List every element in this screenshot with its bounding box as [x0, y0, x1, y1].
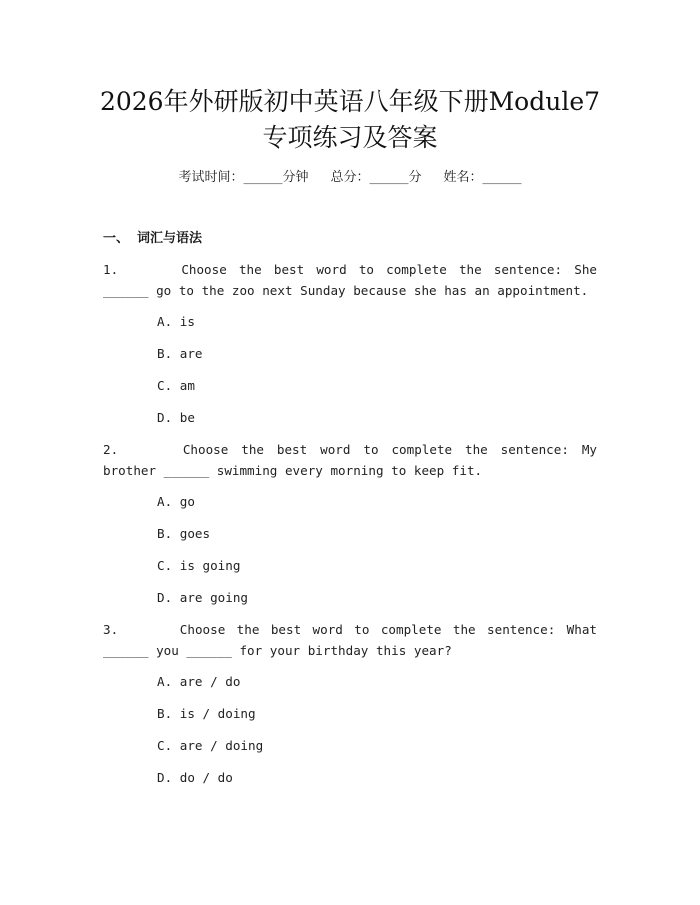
- question-3-option-a: A. are / do: [157, 674, 241, 689]
- exam-meta: [0, 168, 700, 188]
- question-2-option-b: B. goes: [157, 526, 211, 541]
- name-field: 姓名：______: [443, 170, 522, 185]
- question-3-option-b: B. is / doing: [157, 706, 256, 721]
- document-title-line1: 2026年外研版初中英语八年级下册Module7: [99, 87, 601, 116]
- section-heading: [103, 229, 202, 249]
- section-title: 词汇与语法: [137, 231, 203, 246]
- section-number: 一、: [103, 231, 130, 246]
- question-1-option-d: D. be: [157, 410, 195, 425]
- question-3-option-c: C. are / doing: [157, 738, 264, 753]
- question-number: 2.: [103, 442, 119, 457]
- question-1: [103, 259, 597, 301]
- question-2-option-c: C. is going: [157, 558, 241, 573]
- question-2: [103, 439, 597, 481]
- question-text: Choose the best word to complete the sentence: What ______ you ______ for your birthday this year?: [103, 622, 597, 658]
- question-3: [103, 619, 597, 661]
- question-text: Choose the best word to complete the sentence: She ______ go to the zoo next Sunday because she has an appointment.: [103, 262, 597, 298]
- document-title-line2: 专项练习及答案: [262, 123, 438, 152]
- question-2-option-a: A. go: [157, 494, 195, 509]
- question-1-option-c: C. am: [157, 378, 195, 393]
- question-1-option-a: A. is: [157, 314, 195, 329]
- question-3-option-d: D. do / do: [157, 770, 233, 785]
- question-2-option-d: D. are going: [157, 590, 248, 605]
- question-1-option-b: B. are: [157, 346, 203, 361]
- total-score-field: 总分：______分: [330, 170, 422, 185]
- question-text: Choose the best word to complete the sentence: My brother ______ swimming every morning to keep fit.: [103, 442, 597, 478]
- question-number: 1.: [103, 262, 119, 277]
- exam-time-field: 考试时间：______分钟: [178, 170, 309, 185]
- question-number: 3.: [103, 622, 119, 637]
